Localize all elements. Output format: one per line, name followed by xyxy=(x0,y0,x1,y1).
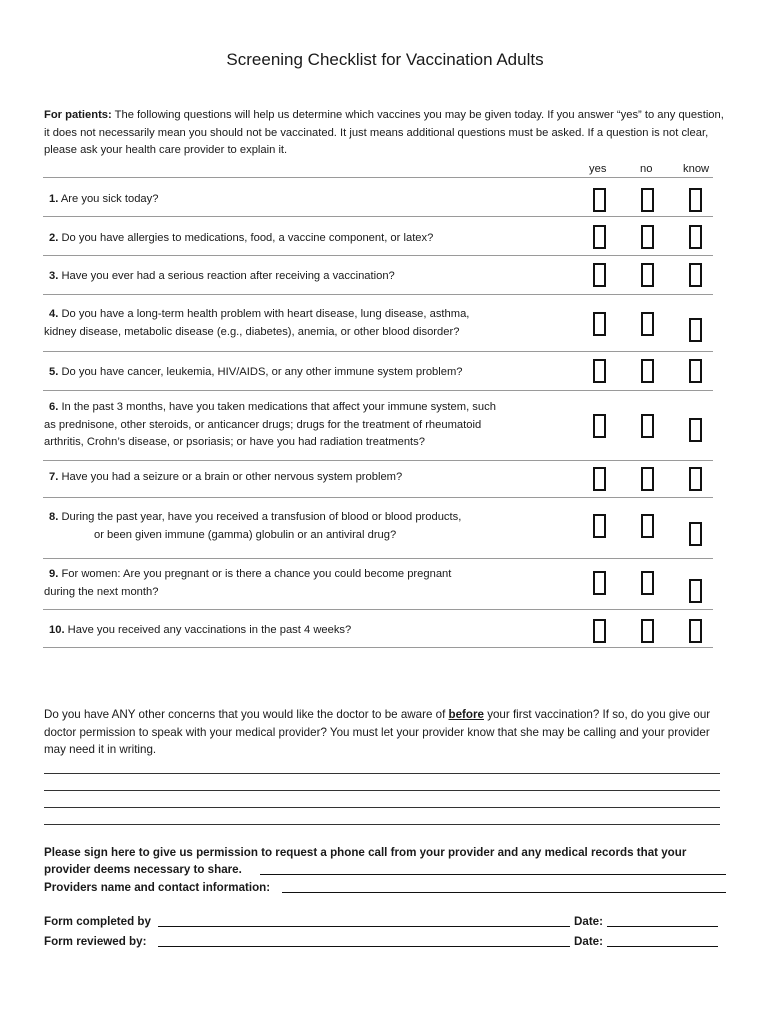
question-6-text: arthritis, Crohn’s disease, or psoriasis; or have you had radiation treatments? xyxy=(44,436,425,448)
question-number: 10. xyxy=(49,624,65,636)
question-1-text: 1. Are you sick today? xyxy=(49,193,159,205)
question-2-text: 2. Do you have allergies to medications, food, a vaccine component, or latex? xyxy=(49,232,434,244)
question-number: 6. xyxy=(49,401,59,413)
form-completed-line[interactable] xyxy=(158,926,570,927)
instructions-text: The following questions will help us determine which vaccines you may be given today. If you answer “yes” to any question, it does not necessarily mean you should not be vaccinated. It just means additional questions must be asked. If a question is not clear, please ask your health care provider to explain it. xyxy=(44,109,724,156)
question-number: 1. xyxy=(49,193,59,205)
question-number: 9. xyxy=(49,568,59,580)
checkbox-no-q3[interactable] xyxy=(641,263,654,287)
page-title: Screening Checklist for Vaccination Adults xyxy=(226,50,544,69)
checkbox-yes-q1[interactable] xyxy=(593,188,606,212)
form-reviewed-label: Form reviewed by: xyxy=(44,935,147,948)
checkbox-no-q4[interactable] xyxy=(641,312,654,336)
question-number: 7. xyxy=(49,471,59,483)
checkbox-know-q9[interactable] xyxy=(689,579,702,603)
checkbox-yes-q7[interactable] xyxy=(593,467,606,491)
concerns-write-line[interactable] xyxy=(44,773,720,774)
question-9-text: 9. For women: Are you pregnant or is there a chance you could become pregnant xyxy=(49,568,452,580)
question-8-text: 8. During the past year, have you received a transfusion of blood or blood products, xyxy=(49,511,462,523)
row-divider xyxy=(43,390,713,391)
permission-signature-line[interactable] xyxy=(260,874,726,875)
question-6-text: as prednisone, other steroids, or anticancer drugs; drugs for the treatment of rheumatoid xyxy=(44,418,482,431)
checkbox-no-q7[interactable] xyxy=(641,467,654,491)
row-divider xyxy=(43,255,713,256)
checkbox-know-q3[interactable] xyxy=(689,263,702,287)
permission-text-line2: provider deems necessary to share. xyxy=(44,863,242,876)
checkbox-know-q6[interactable] xyxy=(689,418,702,442)
checkbox-yes-q9[interactable] xyxy=(593,571,606,595)
checkbox-know-q5[interactable] xyxy=(689,359,702,383)
checkbox-yes-q3[interactable] xyxy=(593,263,606,287)
question-10-text: 10. Have you received any vaccinations in the past 4 weeks? xyxy=(49,624,352,636)
question-number: 2. xyxy=(49,232,59,244)
column-header-no: no xyxy=(640,163,653,175)
providers-contact-label: Providers name and contact information: xyxy=(44,881,271,894)
concerns-paragraph xyxy=(44,706,724,759)
checkbox-know-q10[interactable] xyxy=(689,619,702,643)
question-9-text: during the next month? xyxy=(44,585,159,598)
checkbox-no-q6[interactable] xyxy=(641,414,654,438)
reviewed-date-label: Date: xyxy=(574,935,603,948)
checkbox-no-q5[interactable] xyxy=(641,359,654,383)
question-5-text: 5. Do you have cancer, leukemia, HIV/AIDS, or any other immune system problem? xyxy=(49,366,463,378)
completed-date-label: Date: xyxy=(574,915,603,928)
reviewed-date-line[interactable] xyxy=(607,946,718,947)
permission-text-line1: Please sign here to give us permission to request a phone call from your provider and any medical records that your xyxy=(44,846,687,859)
row-divider xyxy=(43,647,713,648)
checkbox-no-q9[interactable] xyxy=(641,571,654,595)
checkbox-no-q10[interactable] xyxy=(641,619,654,643)
checkbox-know-q4[interactable] xyxy=(689,318,702,342)
checkbox-no-q8[interactable] xyxy=(641,514,654,538)
concerns-write-line[interactable] xyxy=(44,824,720,825)
providers-contact-line[interactable] xyxy=(282,892,726,893)
question-number: 8. xyxy=(49,511,59,523)
question-8-text: or been given immune (gamma) globulin or an antiviral drug? xyxy=(94,528,397,541)
checkbox-know-q1[interactable] xyxy=(689,188,702,212)
row-divider xyxy=(43,460,713,461)
column-header-know: know xyxy=(683,163,710,175)
patient-instructions xyxy=(44,107,724,160)
concerns-emphasis: before xyxy=(448,708,484,721)
checkbox-no-q1[interactable] xyxy=(641,188,654,212)
concerns-write-line[interactable] xyxy=(44,790,720,791)
row-divider xyxy=(43,609,713,610)
question-number: 4. xyxy=(49,308,59,320)
question-4-text: 4. Do you have a long-term health problem with heart disease, lung disease, asthma, xyxy=(49,308,470,320)
row-divider xyxy=(43,294,713,295)
question-7-text: 7. Have you had a seizure or a brain or other nervous system problem? xyxy=(49,471,403,483)
row-divider xyxy=(43,351,713,352)
form-completed-label: Form completed by xyxy=(44,915,151,928)
form-reviewed-line[interactable] xyxy=(158,946,570,947)
checkbox-yes-q10[interactable] xyxy=(593,619,606,643)
question-6-text: 6. In the past 3 months, have you taken medications that affect your immune system, such xyxy=(49,401,496,413)
checkbox-yes-q2[interactable] xyxy=(593,225,606,249)
concerns-text-end: your first vaccination? If so, do you give our doctor permission to speak with your medical provider? You must let your provider know that she may be calling and your provider may need it in writing. xyxy=(44,708,711,756)
question-number: 3. xyxy=(49,270,59,282)
checkbox-yes-q5[interactable] xyxy=(593,359,606,383)
completed-date-line[interactable] xyxy=(607,926,718,927)
concerns-text-start: Do you have ANY other concerns that you would like the doctor to be aware of xyxy=(44,708,449,721)
question-4-text: kidney disease, metabolic disease (e.g., diabetes), anemia, or other blood disorder? xyxy=(44,325,460,338)
question-number: 5. xyxy=(49,366,59,378)
checkbox-yes-q4[interactable] xyxy=(593,312,606,336)
question-3-text: 3. Have you ever had a serious reaction after receiving a vaccination? xyxy=(49,270,395,282)
column-header-yes: yes xyxy=(589,163,607,175)
instructions-lead: For patients: xyxy=(44,109,112,121)
row-divider xyxy=(43,558,713,559)
checkbox-know-q2[interactable] xyxy=(689,225,702,249)
checkbox-yes-q8[interactable] xyxy=(593,514,606,538)
concerns-write-line[interactable] xyxy=(44,807,720,808)
row-divider xyxy=(43,497,713,498)
row-divider xyxy=(43,177,713,178)
checkbox-yes-q6[interactable] xyxy=(593,414,606,438)
checkbox-know-q7[interactable] xyxy=(689,467,702,491)
checkbox-know-q8[interactable] xyxy=(689,522,702,546)
checkbox-no-q2[interactable] xyxy=(641,225,654,249)
row-divider xyxy=(43,216,713,217)
